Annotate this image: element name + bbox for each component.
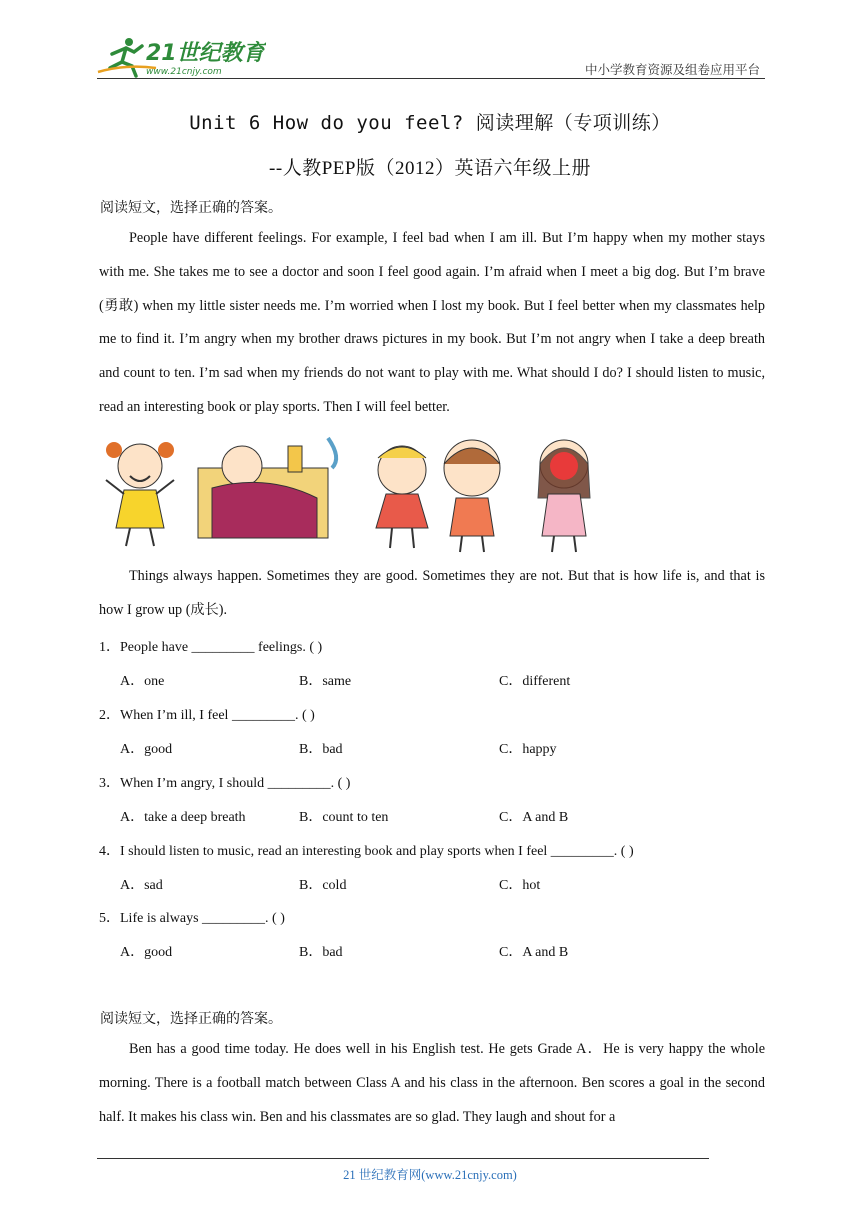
logo-text: 21世纪教育 bbox=[146, 41, 265, 66]
question-1-option-c[interactable]: C．different bbox=[499, 674, 571, 689]
crying-girl-icon bbox=[376, 446, 428, 548]
question-3-option-c[interactable]: C．A and B bbox=[499, 810, 569, 825]
site-logo bbox=[96, 34, 266, 78]
question-4-option-a[interactable]: A．sad bbox=[120, 878, 163, 893]
question-5: 5．Life is always _________. ( ) bbox=[99, 911, 285, 926]
question-3: 3．When I’m angry, I should _________. ( ) bbox=[99, 776, 351, 791]
angry-girl-icon bbox=[538, 440, 590, 552]
question-2-option-b[interactable]: B．bad bbox=[299, 742, 343, 757]
page-title: Unit 6 How do you feel? 阅读理解（专项训练） bbox=[189, 112, 671, 134]
question-2: 2．When I’m ill, I feel _________. ( ) bbox=[99, 708, 315, 723]
header-platform-text: 中小学教育资源及组卷应用平台 bbox=[584, 63, 760, 77]
question-4: 4．I should listen to music, read an interesting book and play sports when I feel _________. ( ) bbox=[99, 844, 634, 859]
question-2-option-c[interactable]: C．happy bbox=[499, 742, 557, 757]
question-4-option-c[interactable]: C．hot bbox=[499, 878, 541, 893]
question-4-option-b[interactable]: B．cold bbox=[299, 878, 347, 893]
section2-passage: Ben has a good time today. He does well in his English test. He gets Grade A．He is very happy the whole morning. There is a football match between Class A and his class in the afternoon. Ben scores a goal in the second half. It makes his class win. Ben and his classmates are so glad. They laugh and shout for a bbox=[99, 1041, 765, 1125]
question-1-option-a[interactable]: A．one bbox=[120, 674, 165, 689]
page-subtitle: --人教PEP版（2012）英语六年级上册 bbox=[269, 158, 591, 179]
sick-girl-in-bed-icon bbox=[198, 438, 336, 538]
question-5-option-a[interactable]: A．good bbox=[120, 945, 173, 960]
question-5-option-c[interactable]: C．A and B bbox=[499, 945, 569, 960]
question-3-option-a[interactable]: A．take a deep breath bbox=[120, 810, 246, 825]
worried-girl-icon bbox=[444, 440, 500, 552]
question-2-option-a[interactable]: A．good bbox=[120, 742, 173, 757]
section1-instruction: 阅读短文，选择正确的答案。 bbox=[100, 201, 282, 216]
feelings-illustration bbox=[102, 428, 602, 556]
header-divider bbox=[97, 78, 765, 79]
logo-url: www.21cnjy.com bbox=[146, 67, 222, 77]
question-1: 1．People have _________ feelings. ( ) bbox=[99, 640, 323, 655]
footer-link[interactable]: 21 世纪教育网(www.21cnjy.com) bbox=[343, 1168, 517, 1182]
section1-passage-2: Things always happen. Sometimes they are good. Sometimes they are not. But that is how life is, and that is how I grow up (成长). bbox=[99, 568, 765, 618]
question-3-option-b[interactable]: B．count to ten bbox=[299, 810, 389, 825]
question-1-option-b[interactable]: B．same bbox=[299, 674, 352, 689]
happy-girl-icon bbox=[106, 442, 174, 546]
question-5-option-b[interactable]: B．bad bbox=[299, 945, 343, 960]
section2-instruction: 阅读短文，选择正确的答案。 bbox=[100, 1012, 282, 1027]
footer-divider bbox=[97, 1158, 709, 1159]
section1-passage: People have different feelings. For example, I feel bad when I am ill. But I’m happy when my mother stays with me. She takes me to see a doctor and soon I feel good again. I’m afraid when I meet a big dog. But I’m brave (勇敢) when my little sister needs me. I’m worried when I lost my book. But I feel better when my classmates help me to find it. I’m angry when my brother draws pictures in my book. But I’m not angry when I take a deep breath and count to ten. I’m sad when my friends do not want to play with me. What should I do? I should listen to music, read an interesting book or play sports. Then I will feel better. bbox=[99, 230, 765, 415]
